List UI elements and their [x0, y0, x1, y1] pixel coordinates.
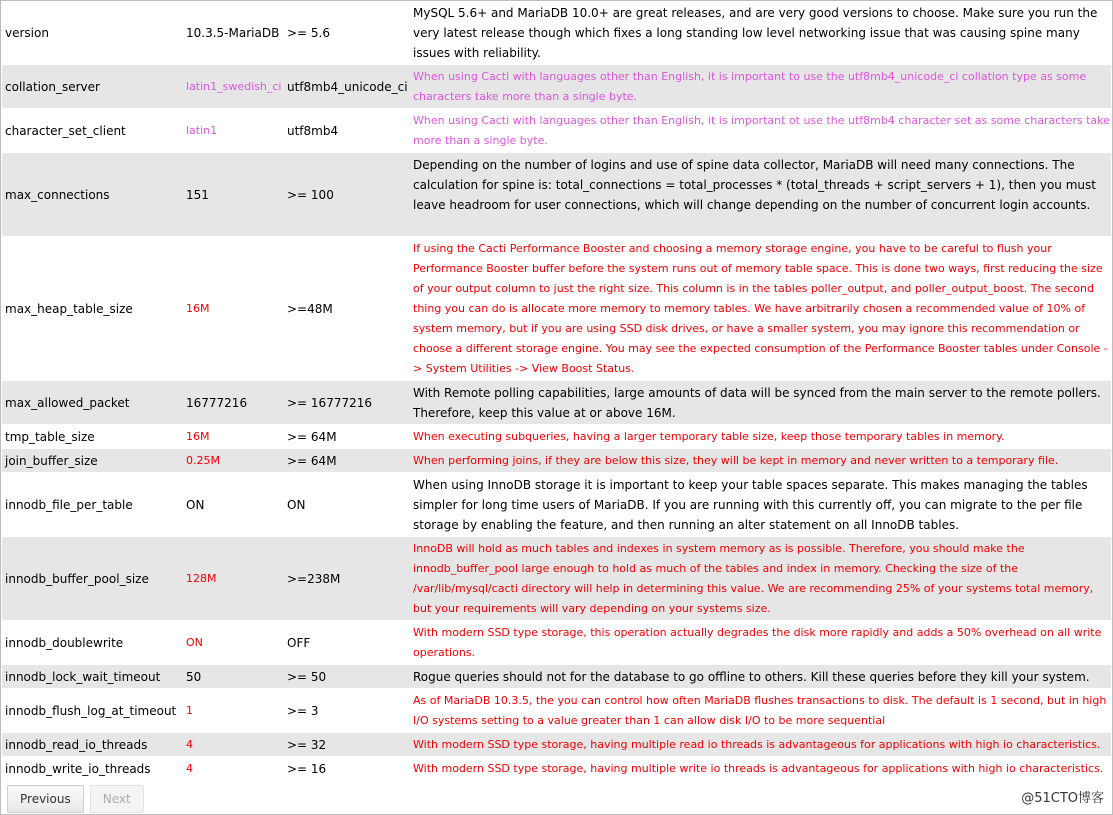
previous-button[interactable]: Previous	[7, 785, 84, 813]
comment-cell	[410, 153, 1111, 236]
table-row	[2, 537, 1111, 621]
current-value: 4	[186, 738, 193, 751]
comment-text: If using the Cacti Performance Booster and choosing a memory storage engine, you have to be careful to flush your Performance Booster buffer before the system runs out of memory table space. This is done two ways, first reducing the size of your output column to just the right size. This column is in the tables poller_output, and poller_output_boost. The second thing you can do is allocate more memory to memory tables. We have arbitrarily chosen a recommended value of 10% of system memory, but if you are using SSD disk drives, or have a smaller system, you may ignore this recommendation or choose a different storage engine. You may see the expected consumption of the Performance Booster tables under Console -> System Utilities -> View Boost Status.	[413, 242, 1108, 375]
comment-text: With modern SSD type storage, this operation actually degrades the disk more rapidly and adds a 50% overhead on all write operations.	[413, 626, 1102, 659]
table-row	[2, 109, 1111, 153]
table-row	[2, 65, 1111, 109]
comment-cell	[410, 381, 1111, 424]
comment-text: Rogue queries should not for the database to go offline to others. Kill these queries before they kill your system.	[413, 670, 1090, 684]
comment-text: With Remote polling capabilities, large amounts of data will be synced from the main server to the remote pollers. Therefore, keep this value at or above 16M.	[413, 386, 1101, 420]
variable-name: character_set_client	[5, 123, 126, 138]
current-value: 151	[186, 187, 209, 202]
comment-cell	[410, 65, 1111, 108]
comment-cell	[410, 473, 1111, 536]
watermark: @51CTO博客	[1021, 791, 1104, 806]
recommended-value: >=48M	[287, 301, 333, 316]
comment-cell	[410, 109, 1111, 152]
table-row	[2, 237, 1111, 381]
variable-name: innodb_flush_log_at_timeout	[5, 703, 177, 718]
variable-name: max_heap_table_size	[5, 301, 133, 316]
table-row	[2, 733, 1111, 757]
current-value: latin1	[186, 124, 218, 137]
variable-name: tmp_table_size	[5, 429, 95, 444]
comment-text: When using InnoDB storage it is important to keep your table spaces separate. This makes managing the tables simpler for long time users of MariaDB. If you are running with this currently off, you can migrate to the per file storage by enabling the feature, and then running an alter statement on all InnoDB tables.	[413, 478, 1088, 532]
table-row	[2, 665, 1111, 689]
table-row	[2, 425, 1111, 449]
pagination	[7, 785, 144, 813]
comment-text: InnoDB will hold as much tables and indexes in system memory as is possible. Therefore, you should make the innodb_buffer_pool large enough to hold as much of the tables and index in memory. Checking the size of the /var/lib/mysql/cacti directory will help in determining this value. We are recommending 25% of your systems total memory, but your requirements will vary depending on your systems size.	[413, 542, 1094, 615]
current-value: 16777216	[186, 395, 248, 410]
comment-cell	[410, 733, 1111, 756]
current-value: 10.3.5-MariaDB	[186, 25, 280, 40]
table-row	[2, 473, 1111, 537]
recommended-value: >= 64M	[287, 453, 337, 468]
variable-name: collation_server	[5, 79, 100, 94]
comment-cell	[410, 621, 1111, 664]
current-value: latin1_swedish_ci	[186, 80, 282, 93]
table-row	[2, 757, 1111, 781]
recommended-value: >= 32	[287, 737, 327, 752]
comment-cell	[410, 537, 1111, 620]
comment-cell	[410, 425, 1111, 448]
recommended-value: >= 16777216	[287, 395, 373, 410]
recommended-value: utf8mb4	[287, 123, 339, 138]
recommended-value: >= 50	[287, 669, 327, 684]
recommended-value: >= 16	[287, 761, 327, 776]
current-value: 16M	[186, 302, 210, 315]
variable-name: innodb_buffer_pool_size	[5, 571, 149, 586]
comment-text: MySQL 5.6+ and MariaDB 10.0+ are great releases, and are very good versions to choose. Make sure you run the very latest release though which fixes a long standing low level networking issue that was causing spine many issues with reliability.	[413, 6, 1098, 60]
comment-text: When performing joins, if they are below this size, they will be kept in memory and never written to a temporary file.	[413, 454, 1059, 467]
current-value: 128M	[186, 572, 217, 585]
recommended-value: >=238M	[287, 571, 341, 586]
comment-cell	[410, 237, 1111, 380]
current-value: ON	[186, 636, 203, 649]
variable-name: innodb_file_per_table	[5, 497, 133, 512]
recommended-value: >= 3	[287, 703, 319, 718]
comment-text: With modern SSD type storage, having multiple write io threads is advantageous for applications with high io characteristics.	[413, 762, 1104, 775]
comment-text: Depending on the number of logins and use of spine data collector, MariaDB will need many connections. The calculation for spine is: total_connections = total_processes * (total_threads + script_servers + 1), then you must leave headroom for user connections, which will change depending on the number of concurrent login accounts.	[413, 158, 1096, 212]
table-row	[2, 449, 1111, 473]
current-value: ON	[186, 497, 205, 512]
table-row	[2, 1, 1111, 65]
variable-name: version	[5, 25, 49, 40]
comment-text: When using Cacti with languages other than English, it is important ot use the utf8mb4 character set as some characters take more than a single byte.	[413, 114, 1110, 147]
comment-text: As of MariaDB 10.3.5, the you can control how often MariaDB flushes transactions to disk. The default is 1 second, but in high I/O systems setting to a value greater than 1 can allow disk I/O to be more sequential	[413, 694, 1107, 727]
comment-text: With modern SSD type storage, having multiple read io threads is advantageous for applications with high io characteristics.	[413, 738, 1101, 751]
recommended-value: OFF	[287, 635, 311, 650]
recommended-value: >= 64M	[287, 429, 337, 444]
recommended-value: >= 100	[287, 187, 334, 202]
variable-name: innodb_lock_wait_timeout	[5, 669, 161, 684]
current-value: 4	[186, 762, 193, 775]
comment-text: When executing subqueries, having a larger temporary table size, keep those temporary tables in memory.	[413, 430, 1005, 443]
variable-name: innodb_read_io_threads	[5, 737, 148, 752]
table-row	[2, 621, 1111, 665]
next-button[interactable]: Next	[90, 785, 144, 813]
recommended-value: >= 5.6	[287, 25, 331, 40]
comment-text: When using Cacti with languages other than English, it is important to use the utf8mb4_unicode_ci collation type as some characters take more than a single byte.	[413, 70, 1087, 103]
variable-name: max_connections	[5, 187, 110, 202]
table-row	[2, 381, 1111, 425]
comment-cell	[410, 1, 1111, 64]
recommended-value: utf8mb4_unicode_ci	[287, 79, 408, 94]
table-row	[2, 689, 1111, 733]
variable-name: join_buffer_size	[5, 453, 98, 468]
comment-cell	[410, 757, 1111, 780]
comment-cell	[410, 689, 1111, 732]
variable-name: innodb_doublewrite	[5, 635, 124, 650]
comment-cell	[410, 665, 1111, 688]
recommended-value: ON	[287, 497, 306, 512]
variable-name: innodb_write_io_threads	[5, 761, 151, 776]
current-value: 1	[186, 704, 193, 717]
current-value: 50	[186, 669, 202, 684]
current-value: 0.25M	[186, 454, 220, 467]
current-value: 16M	[186, 430, 210, 443]
settings-table	[2, 1, 1111, 781]
variable-name: max_allowed_packet	[5, 395, 130, 410]
table-row	[2, 153, 1111, 237]
comment-cell	[410, 449, 1111, 472]
